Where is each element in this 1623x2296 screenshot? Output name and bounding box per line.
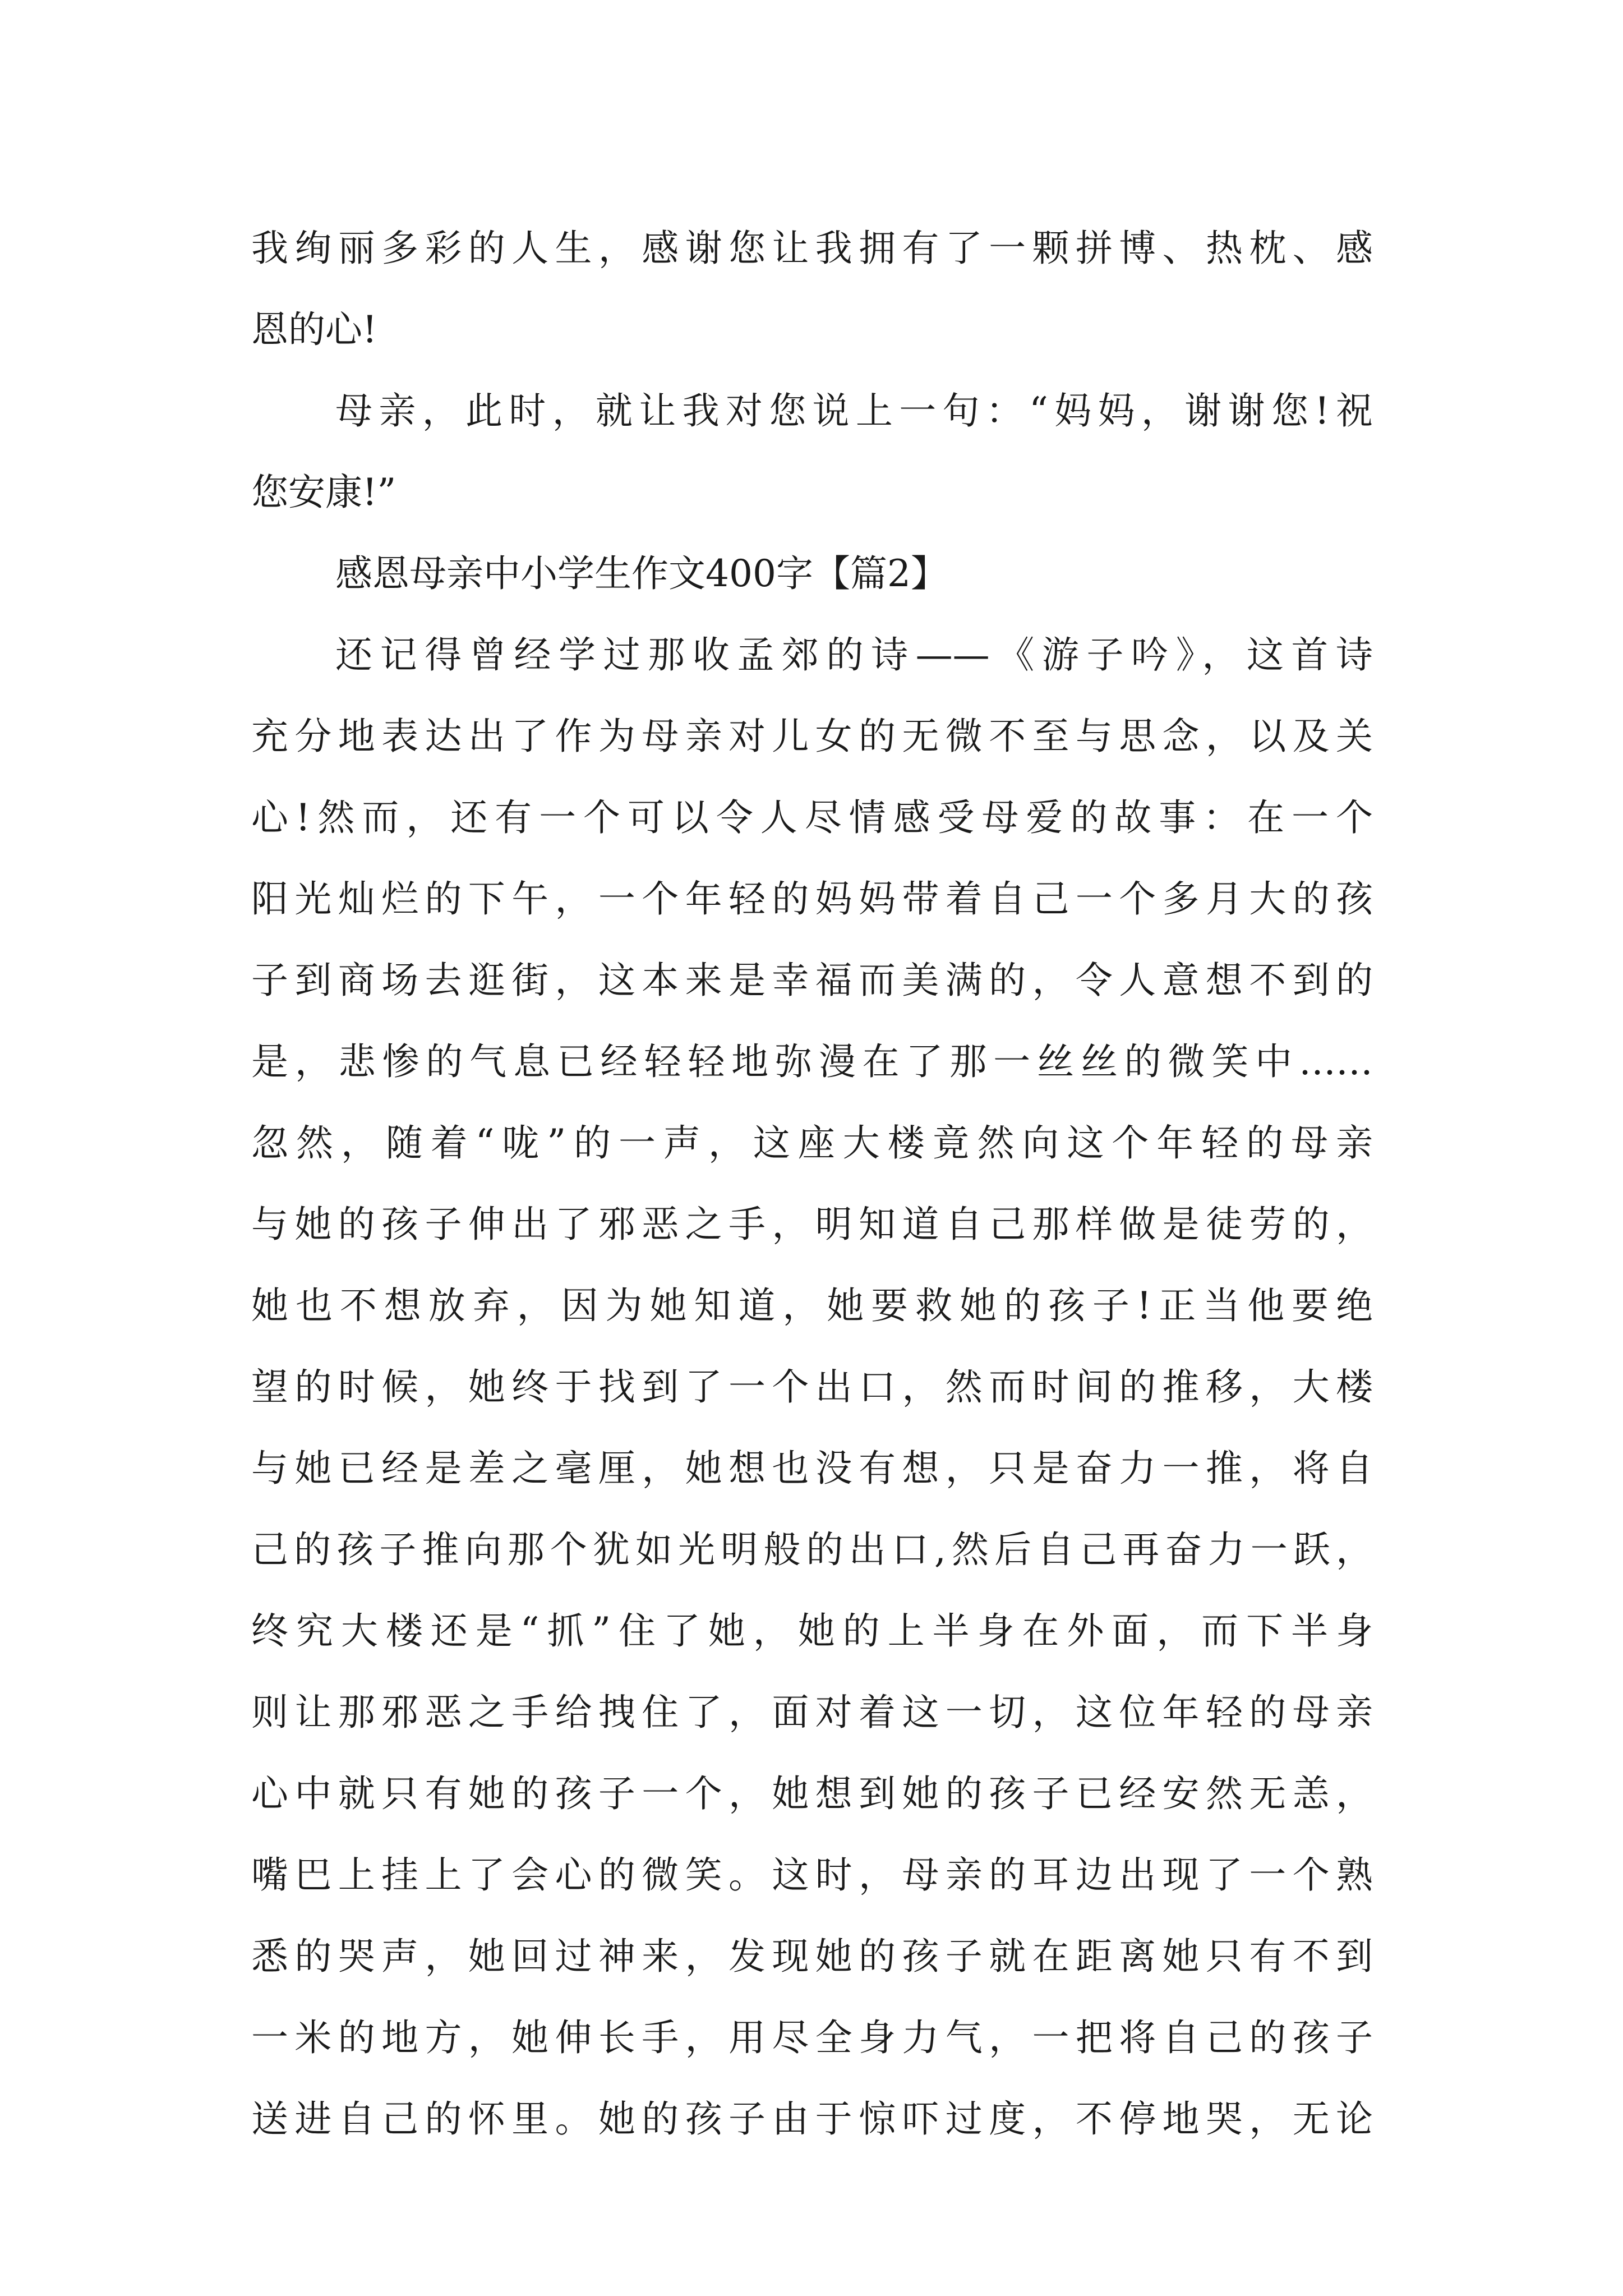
text-line: 恩的心! [251,308,377,351]
text-line: 己的孩子推向那个犹如光明般的出口,然后自己再奋力一跃， [251,1528,1373,1571]
text-line: 嘴巴上挂上了会心的微笑。这时，母亲的耳边出现了一个熟 [251,1853,1373,1897]
text-line: 阳光灿烂的下午，一个年轻的妈妈带着自己一个多月大的孩 [251,877,1373,921]
text-line: 还记得曾经学过那收孟郊的诗——《游子吟》，这首诗 [335,633,1373,677]
text-line: 她也不想放弃，因为她知道，她要救她的孩子!正当他要绝 [251,1284,1373,1327]
text-line: 我绚丽多彩的人生，感谢您让我拥有了一颗拼博、热枕、感 [251,227,1373,270]
text-line: 悉的哭声，她回过神来，发现她的孩子就在距离她只有不到 [251,1935,1373,1978]
text-line: 送进自己的怀里。她的孩子由于惊吓过度，不停地哭，无论 [251,2097,1373,2141]
text-line: 一米的地方，她伸长手，用尽全身力气，一把将自己的孩子 [251,2016,1373,2059]
document-body [251,208,1373,2160]
text-line: 心中就只有她的孩子一个，她想到她的孩子已经安然无恙， [251,1772,1373,1815]
text-line: 子到商场去逛街，这本来是幸福而美满的，令人意想不到的 [251,959,1373,1002]
text-line: 则让那邪恶之手给拽住了，面对着这一切，这位年轻的母亲 [251,1691,1373,1734]
section-heading: 感恩母亲中小学生作文400字【篇2】 [335,552,948,595]
text-line: 是，悲惨的气息已经轻轻地弥漫在了那一丝丝的微笑中…… [251,1040,1373,1083]
text-line: 与她已经是差之毫厘，她想也没有想，只是奋力一推，将自 [251,1447,1373,1490]
text-line: 望的时候，她终于找到了一个出口，然而时间的推移，大楼 [251,1365,1373,1409]
text-line: 充分地表达出了作为母亲对儿女的无微不至与思念，以及关 [251,715,1373,758]
text-line: 终究大楼还是“抓”住了她，她的上半身在外面，而下半身 [251,1609,1373,1653]
text-line: 母亲，此时，就让我对您说上一句：“妈妈，谢谢您!祝 [335,389,1373,432]
text-line: 您安康!” [251,471,396,514]
text-line: 与她的孩子伸出了邪恶之手，明知道自己那样做是徒劳的， [251,1203,1373,1246]
text-line: 心!然而，还有一个可以令人尽情感受母爱的故事：在一个 [251,796,1373,839]
text-line: 忽然，随着“咙”的一声，这座大楼竟然向这个年轻的母亲 [251,1121,1373,1165]
